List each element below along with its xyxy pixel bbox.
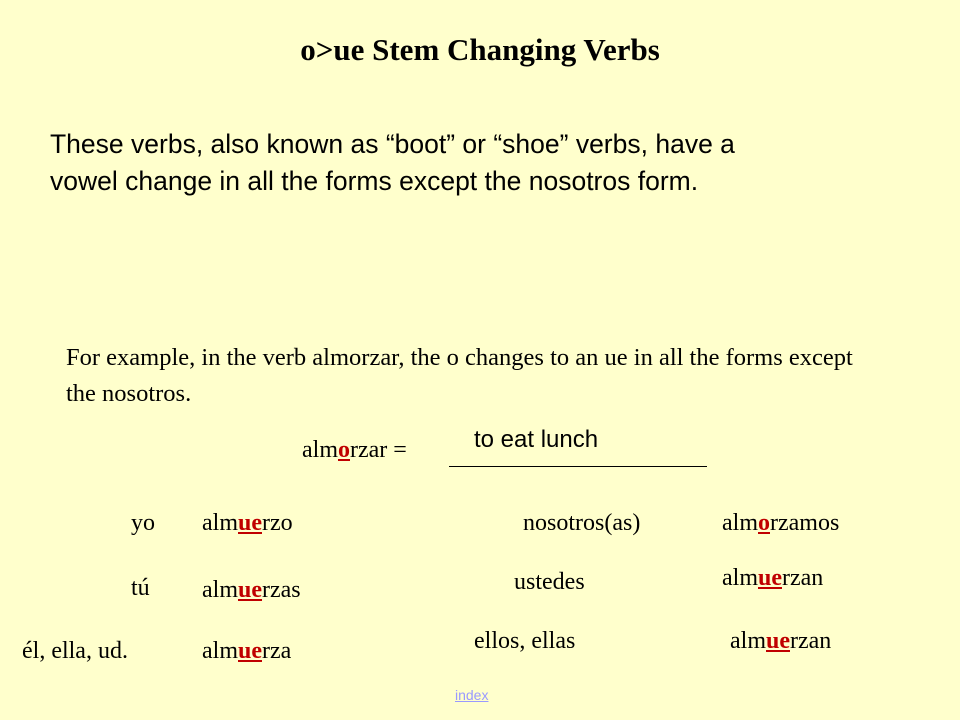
form-nosotros: [722, 510, 839, 537]
form-el-post: rza: [262, 638, 292, 664]
form-ustedes: [722, 565, 823, 592]
form-tu-pre: alm: [202, 577, 238, 603]
form-nosotros-change: o: [758, 510, 770, 536]
form-el-change: ue: [238, 638, 262, 664]
form-ellos: [730, 628, 831, 655]
infinitive-stem-vowel: o: [338, 437, 350, 463]
infinitive: [302, 437, 407, 464]
answer-blank-line: [449, 466, 707, 467]
pronoun-ustedes: ustedes: [514, 569, 585, 595]
form-ellos-pre: alm: [730, 628, 766, 654]
form-yo-pre: alm: [202, 510, 238, 536]
form-nosotros-pre: alm: [722, 510, 758, 536]
form-ellos-change: ue: [766, 628, 790, 654]
infinitive-stem-post: rzar =: [350, 437, 407, 463]
pronoun-nosotros: nosotros(as): [523, 510, 641, 536]
infinitive-stem-pre: alm: [302, 437, 338, 463]
pronoun-tu: tú: [131, 575, 150, 601]
slide-title: o>ue Stem Changing Verbs: [300, 32, 660, 67]
example-paragraph: For example, in the verb almorzar, the o changes to an ue in all the forms except the nosotros.: [66, 344, 853, 407]
form-ustedes-post: rzan: [782, 565, 824, 591]
pronoun-el: él, ella, ud.: [22, 638, 128, 664]
form-el: [202, 638, 291, 665]
verb-meaning: to eat lunch: [474, 426, 599, 453]
form-yo-change: ue: [238, 510, 262, 536]
form-ustedes-pre: alm: [722, 565, 758, 591]
form-tu: [202, 577, 301, 604]
form-ustedes-change: ue: [758, 565, 782, 591]
pronoun-ellos: ellos, ellas: [474, 628, 576, 654]
form-yo-post: rzo: [262, 510, 293, 536]
intro-paragraph: These verbs, also known as “boot” or “shoe” verbs, have a vowel change in all the forms except the nosotros form.: [50, 129, 735, 196]
form-yo: [202, 510, 293, 537]
form-el-pre: alm: [202, 638, 238, 664]
pronoun-yo: yo: [131, 510, 155, 536]
form-nosotros-post: rzamos: [770, 510, 840, 536]
form-ellos-post: rzan: [790, 628, 832, 654]
index-link[interactable]: index: [455, 687, 489, 703]
form-tu-change: ue: [238, 577, 262, 603]
form-tu-post: rzas: [262, 577, 301, 603]
